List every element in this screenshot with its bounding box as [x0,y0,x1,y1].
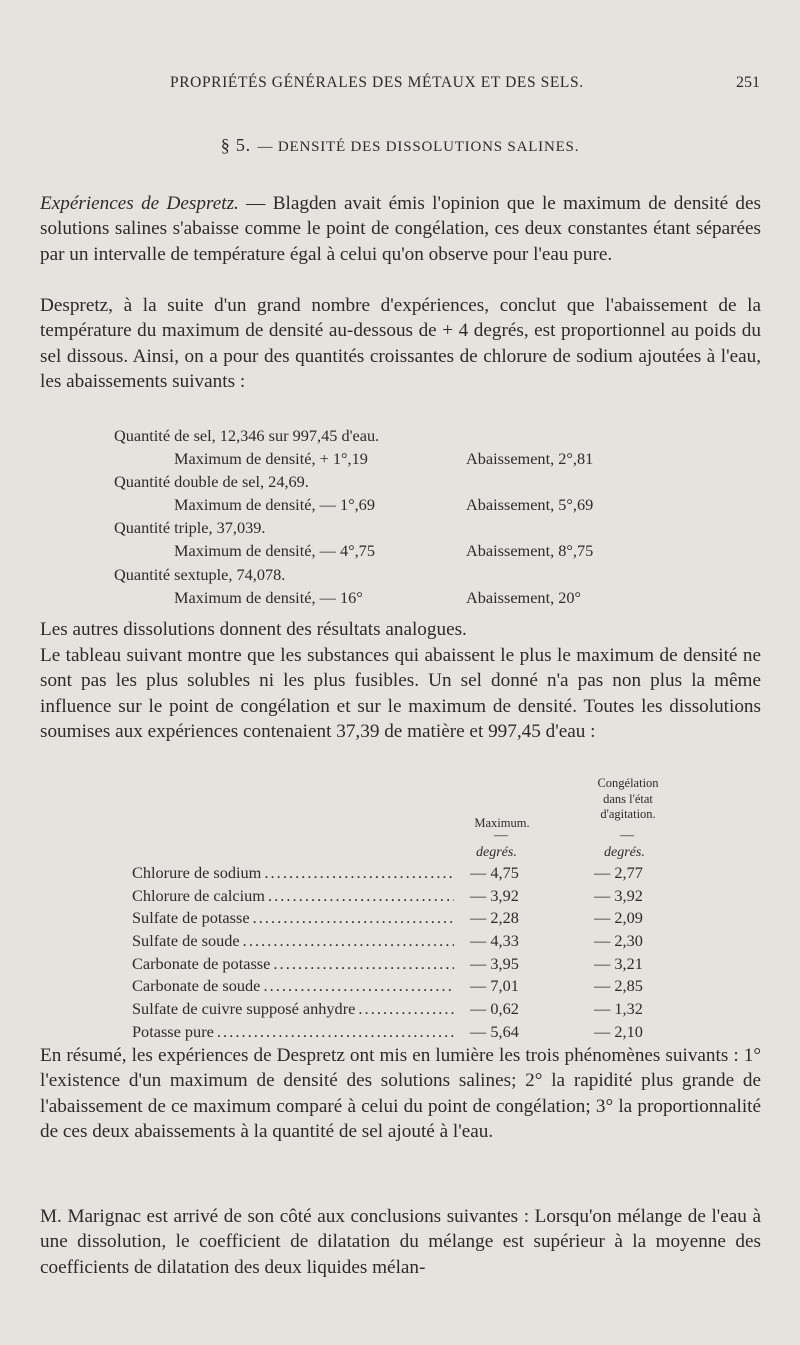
section-number: § 5. [220,135,251,155]
row-maximum: — 4,33 [470,931,519,951]
row-name: Sulfate de soude . . . [132,930,454,953]
column-dash: — [620,828,634,843]
experiment-abaissement: Abaissement, 2°,81 [466,449,594,469]
paragraph-summary: En résumé, les expériences de Despretz ont mis en lumière les trois phénomènes suivants : 1° l'existence d'un maximum de densité des solutions salines; 2° la rapidité plus grande de l'abaissement de ce maximum comparé à celui du point de congélation; 3° la proportionnalité de ces deux abaissements à la quantité de sel ajouté à l'eau. [40,1045,761,1143]
paragraph-other-solutions: Les autres dissolutions donnent des résultats analogues. [40,619,467,640]
experiment-quantity: Quantité triple, 37,039. [114,518,266,538]
running-head [0,74,800,98]
paragraph-marignac: M. Marignac est arrivé de son côté aux conclusions suivantes : Lorsqu'on mélange de l'eau à une dissolution, le coefficient de dilatation du mélange est supérieur à la moyenne des coefficients de dilatation des deux liquides mélan- [40,1206,761,1278]
experiment-quantity: Quantité sextuple, 74,078. [114,564,286,584]
running-title: PROPRIÉTÉS GÉNÉRALES DES MÉTAUX ET DES SELS. [170,74,584,91]
experiment-maximum: Maximum de densité, — 16° [174,587,363,607]
table-body [132,862,684,1044]
row-maximum: — 4,75 [470,863,519,882]
row-maximum: — 0,62 [470,999,519,1019]
row-name: Sulfate de cuivre supposé anhydre . . . [132,998,454,1021]
experiment-quantity: Quantité double de sel, 24,69. [114,472,309,492]
row-name: Potasse pure . . . [132,1021,454,1044]
table-row [132,953,684,976]
experiment-result [114,447,674,470]
paragraph-lead: Expériences de Despretz. [40,193,239,214]
row-maximum: — 3,92 [470,885,519,905]
row-name: Carbonate de potasse . . . [132,953,454,976]
table-row [132,998,684,1021]
row-name: Sulfate de potasse . . . [132,907,454,930]
row-maximum: — 3,95 [470,953,519,973]
row-congelation: — 2,85 [594,976,643,996]
table-row [132,907,684,930]
paragraph-despretz-conclusion: Despretz, à la suite d'un grand nombre d'expériences, conclut que l'abaissement de la température du maximum de densité au-dessous de + 4 degrés, est proportionnel au poids du sel dissous. Ainsi, on a pour des quantités croissantes de chlorure de sodium ajoutées à l'eau, les abaissements suivants : [40,295,761,393]
experiment-maximum: Maximum de densité, — 4°,75 [174,541,375,561]
experiment-maximum: Maximum de densité, + 1°,19 [174,449,368,469]
experiment-result [114,539,674,562]
row-congelation: — 2,30 [594,931,643,951]
column-units: degrés. [604,845,645,860]
table-row [132,975,684,998]
row-maximum: — 5,64 [470,1021,519,1041]
paragraph-despretz-intro [40,191,761,267]
row-congelation: — 2,10 [594,1021,643,1041]
column-dash: — [494,828,508,843]
table-row [132,862,684,885]
row-congelation: — 3,21 [594,953,643,973]
section-title: — DENSITÉ DES DISSOLUTIONS SALINES. [257,139,580,155]
paragraph-text: — Blagden avait émis l'opinion que le maximum de densité des solutions salines s'abaisse comme le point de congélation, ces deux constantes étant séparées par un intervalle de température égal à celui qu'on observe pour l'eau pure. [40,193,761,265]
experiment-maximum: Maximum de densité, — 1°,69 [174,495,375,515]
table-row [132,885,684,908]
experiment-abaissement: Abaissement, 8°,75 [466,541,594,561]
row-maximum: — 7,01 [470,976,519,996]
row-name: Chlorure de calcium . . . [132,885,454,908]
paragraph-table-intro: Le tableau suivant montre que les substances qui abaissent le plus le maximum de densité ne sont pas les plus solubles ni les plus fusibles. Un sel donné n'a pas non plus la même influence sur le point de congélation et sur le maximum de densité. Toutes les dissolutions soumises aux expériences contenaient 37,39 de matière et 997,45 d'eau : [40,645,761,743]
row-congelation: — 3,92 [594,885,643,905]
row-name: Carbonate de soude . . . [132,975,454,998]
column-header-maximum: Maximum. [474,816,530,830]
experiment-result [114,493,674,516]
experiment-abaissement: Abaissement, 5°,69 [466,495,594,515]
column-header-congelation: Congélation dans l'état d'agitation. [597,776,659,821]
row-congelation: — 2,77 [594,863,643,882]
table-row [132,930,684,953]
column-units: degrés. [476,845,517,860]
experiment-results [114,424,674,609]
row-name: Chlorure de sodium . . . [132,862,454,885]
section-heading [0,135,800,156]
row-congelation: — 1,32 [594,999,643,1019]
experiment-abaissement: Abaissement, 20° [466,587,582,607]
experiment-quantity: Quantité de sel, 12,346 sur 997,45 d'eau. [114,426,380,445]
experiment-result [114,586,674,609]
row-congelation: — 2,09 [594,908,643,928]
table-row [132,1021,684,1044]
page-number: 251 [736,74,760,91]
row-maximum: — 2,28 [470,908,519,928]
